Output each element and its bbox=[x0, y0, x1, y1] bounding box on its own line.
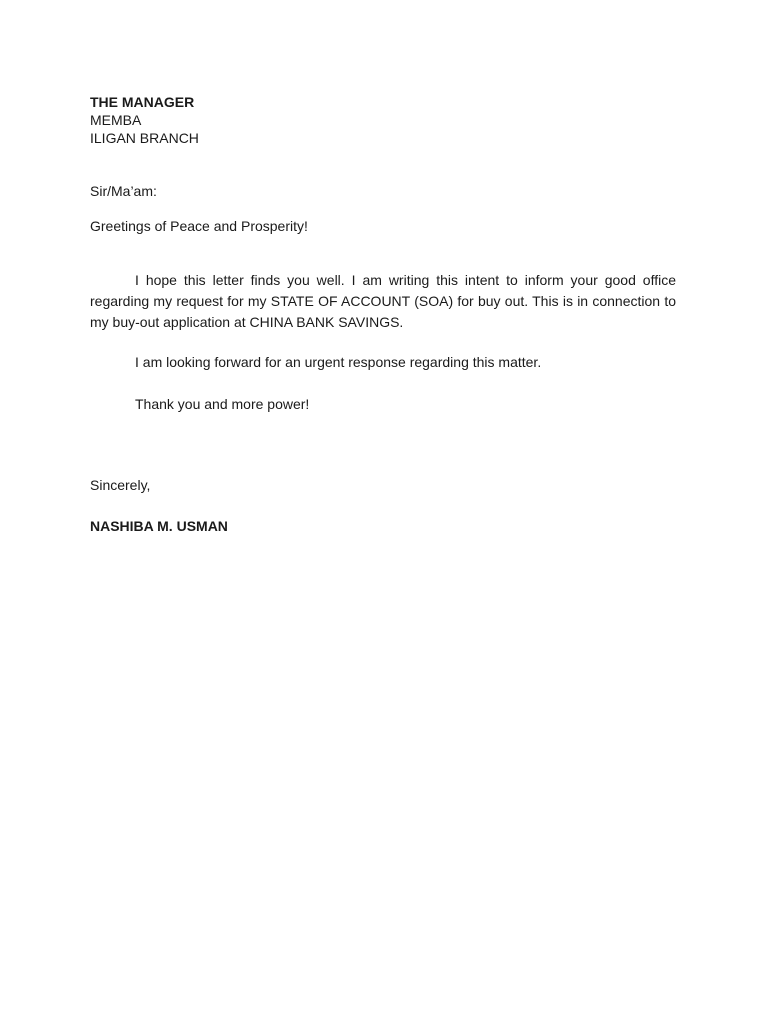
greeting: Greetings of Peace and Prosperity! bbox=[90, 218, 308, 234]
signatory-name: NASHIBA M. USMAN bbox=[90, 518, 228, 534]
recipient-branch: ILIGAN BRANCH bbox=[90, 130, 199, 146]
body-paragraph-3: Thank you and more power! bbox=[135, 396, 310, 412]
salutation: Sir/Ma’am: bbox=[90, 183, 157, 199]
recipient-title: THE MANAGER bbox=[90, 94, 195, 110]
body-paragraph-1: I hope this letter finds you well. I am writing this intent to inform your good office regarding my request for my STATE OF ACCOUNT (SOA) for buy out. This is in connection to my buy-out application at CHINA BANK SAVINGS. bbox=[90, 272, 676, 330]
closing: Sincerely, bbox=[90, 477, 151, 493]
recipient-organization: MEMBA bbox=[90, 112, 142, 128]
recipient-block bbox=[90, 93, 676, 147]
body-paragraph-2: I am looking forward for an urgent response regarding this matter. bbox=[135, 354, 542, 370]
